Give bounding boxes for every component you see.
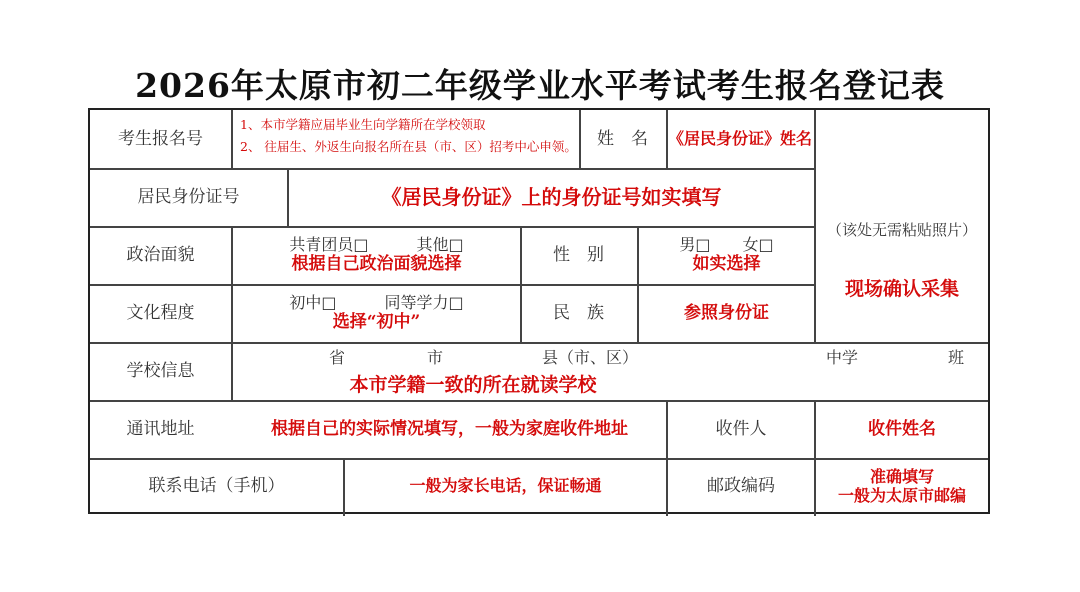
photo-note: （该处无需粘贴照片） bbox=[826, 221, 977, 239]
gender-hint: 如实选择 bbox=[692, 254, 761, 275]
education-options[interactable]: 初中□ 同等学力□ bbox=[289, 293, 464, 313]
zip-cell bbox=[816, 458, 988, 514]
politics-cell bbox=[233, 226, 520, 284]
school-label: 学校信息 bbox=[126, 360, 195, 381]
education-label: 文化程度 bbox=[126, 302, 195, 323]
name-label: 姓 名 bbox=[597, 128, 648, 149]
education-cell bbox=[233, 284, 520, 342]
registration-table bbox=[88, 108, 990, 514]
recipient-value: 收件姓名 bbox=[868, 418, 936, 439]
ethnicity-label: 民 族 bbox=[553, 302, 604, 323]
id-no-label: 居民身份证号 bbox=[137, 186, 240, 207]
address-value: 根据自己的实际情况填写，一般为家庭收件地址 bbox=[271, 418, 628, 439]
gender-label: 性 别 bbox=[553, 244, 604, 265]
reg-no-label: 考生报名号 bbox=[118, 128, 203, 149]
id-no-value: 《居民身份证》上的身份证号如实填写 bbox=[381, 185, 722, 209]
school-middle: 中学 bbox=[825, 348, 858, 368]
recipient-label: 收件人 bbox=[715, 418, 767, 439]
reg-no-note-2: 2、 往届生、外返生向报名所在县（市、区）招考中心申领。 bbox=[240, 138, 577, 154]
education-hint: 选择“初中” bbox=[332, 312, 421, 333]
zip-line-1: 准确填写 bbox=[869, 466, 934, 486]
school-hint: 本市学籍一致的所在就读学校 bbox=[349, 373, 597, 396]
politics-hint: 根据自己政治面貌选择 bbox=[291, 254, 462, 275]
gender-cell bbox=[639, 226, 814, 284]
address-label: 通讯地址 bbox=[126, 418, 195, 439]
politics-options[interactable]: 共青团员□ 其他□ bbox=[289, 235, 464, 255]
school-city: 市 bbox=[426, 348, 443, 368]
phone-value: 一般为家长电话，保证畅通 bbox=[409, 476, 602, 496]
reg-no-notes bbox=[240, 114, 579, 164]
phone-label: 联系电话（手机） bbox=[148, 475, 285, 496]
zip-label: 邮政编码 bbox=[707, 475, 775, 496]
ethnicity-value: 参照身份证 bbox=[684, 302, 769, 323]
reg-no-note-1: 1、本市学籍应届毕业生向学籍所在学校领取 bbox=[240, 117, 486, 132]
photo-value: 现场确认采集 bbox=[844, 277, 959, 300]
zip-line-2: 一般为太原市邮编 bbox=[837, 486, 966, 505]
gender-options[interactable]: 男□ 女□ bbox=[679, 235, 774, 255]
name-value: 《居民身份证》姓名 bbox=[667, 129, 812, 149]
form-title: 2026年太原市初二年级学业水平考试考生报名登记表 bbox=[135, 66, 945, 105]
school-class: 班 bbox=[947, 348, 964, 368]
school-province: 省 bbox=[328, 348, 345, 368]
school-county: 县（市、区） bbox=[541, 348, 638, 368]
politics-label: 政治面貌 bbox=[126, 244, 195, 265]
